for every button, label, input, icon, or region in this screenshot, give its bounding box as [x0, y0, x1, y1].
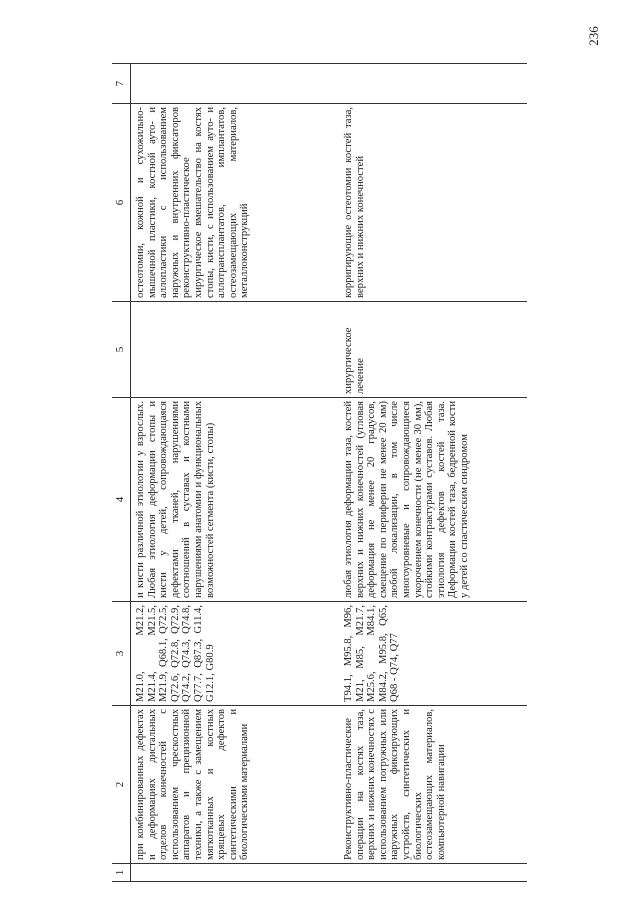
- cell-procedure-description: при комбинированных дефектах и деформациях дистальных отделов конечностей с использованием чрескостных аппаратов и прецизионной техники, а также с замещением мягкотканных и костных хрящевых дефектов синтетическими и биологическими материалами: [131, 706, 340, 864]
- column-header: 2: [112, 706, 131, 864]
- cell-patient-model: любая этиология деформации таза, костей верхних и нижних конечностей (угловая деформация не менее 20 градусов, смещение по периферии не менее 20 мм) любой локализации, в том числе многоуровневые и сопровождающиеся укорочением конечности (не менее 30 мм), стойкими контрактурами суставов. Любая этиология дефектов костей таза. Деформации костей таза, бедренной кости у детей со спастическим синдромом: [339, 398, 527, 602]
- cell-number: [339, 864, 527, 882]
- column-header: 7: [112, 64, 131, 104]
- cell-treatment-type: [131, 302, 340, 398]
- table-row: [131, 64, 340, 882]
- cell-icd-codes: M21.0, M21.2, M21.4, M21.5, M21.9, Q68.1, Q72.5, Q72.6, Q72.8, Q72.9, Q74.2, Q74.3, Q74.8, Q77.7, Q87.3, G11.4, G12.1, G80.9: [131, 602, 340, 706]
- column-number-row: [112, 64, 131, 882]
- cell-treatment-type: хирургическое лечение: [339, 302, 527, 398]
- cell-number: [131, 864, 340, 882]
- procedures-table: [112, 63, 527, 882]
- column-header: 6: [112, 104, 131, 302]
- cell-patient-model: и кисти различной этиологии у взрослых. Любая этиология деформации стопы и кисти у детей, сопровождающаяся дефектами тканей, нарушениями соотношений в суставах и костными нарушениями анатомии и функциональных возможностей сегмента (кисти, стопы): [131, 398, 340, 602]
- cell-treatment-method: корригирующие остеотомии костей таза, верхних и нижних конечностей: [339, 104, 527, 302]
- cell-icd-codes: T94.1, M95.8, M96, M21, M85, M21.7, M25.6, M84.1, M84.2, M95.8, Q65, Q68 - Q74, Q77: [339, 602, 527, 706]
- rotated-table-container: [112, 64, 530, 882]
- cell-cost: [131, 64, 340, 104]
- cell-cost: [339, 64, 527, 104]
- column-header: 5: [112, 302, 131, 398]
- column-header: 4: [112, 398, 131, 602]
- column-header: 3: [112, 602, 131, 706]
- cell-treatment-method: остеотомии, кожной и сухожильно-мышечной пластики, костной ауто- и аллопластики с использованием наружных и внутренних фиксаторов реконструктивно-пластическое хирургическое вмешательство на костях стопы, кисти, с использованием ауто- и аллотрансплантатов, имплантатов, остеозамещающих материалов, металлоконструкций: [131, 104, 340, 302]
- page-number: 236: [585, 26, 601, 46]
- cell-procedure-description: Реконструктивно-пластические операции на костях таза, верхних и нижних конечностях с использованием погружных или наружных фиксирующих устройств, синтетических и биологических остеозамещающих материалов, компьютерной навигации: [339, 706, 527, 864]
- column-header: 1: [112, 864, 131, 882]
- table-row: [339, 64, 527, 882]
